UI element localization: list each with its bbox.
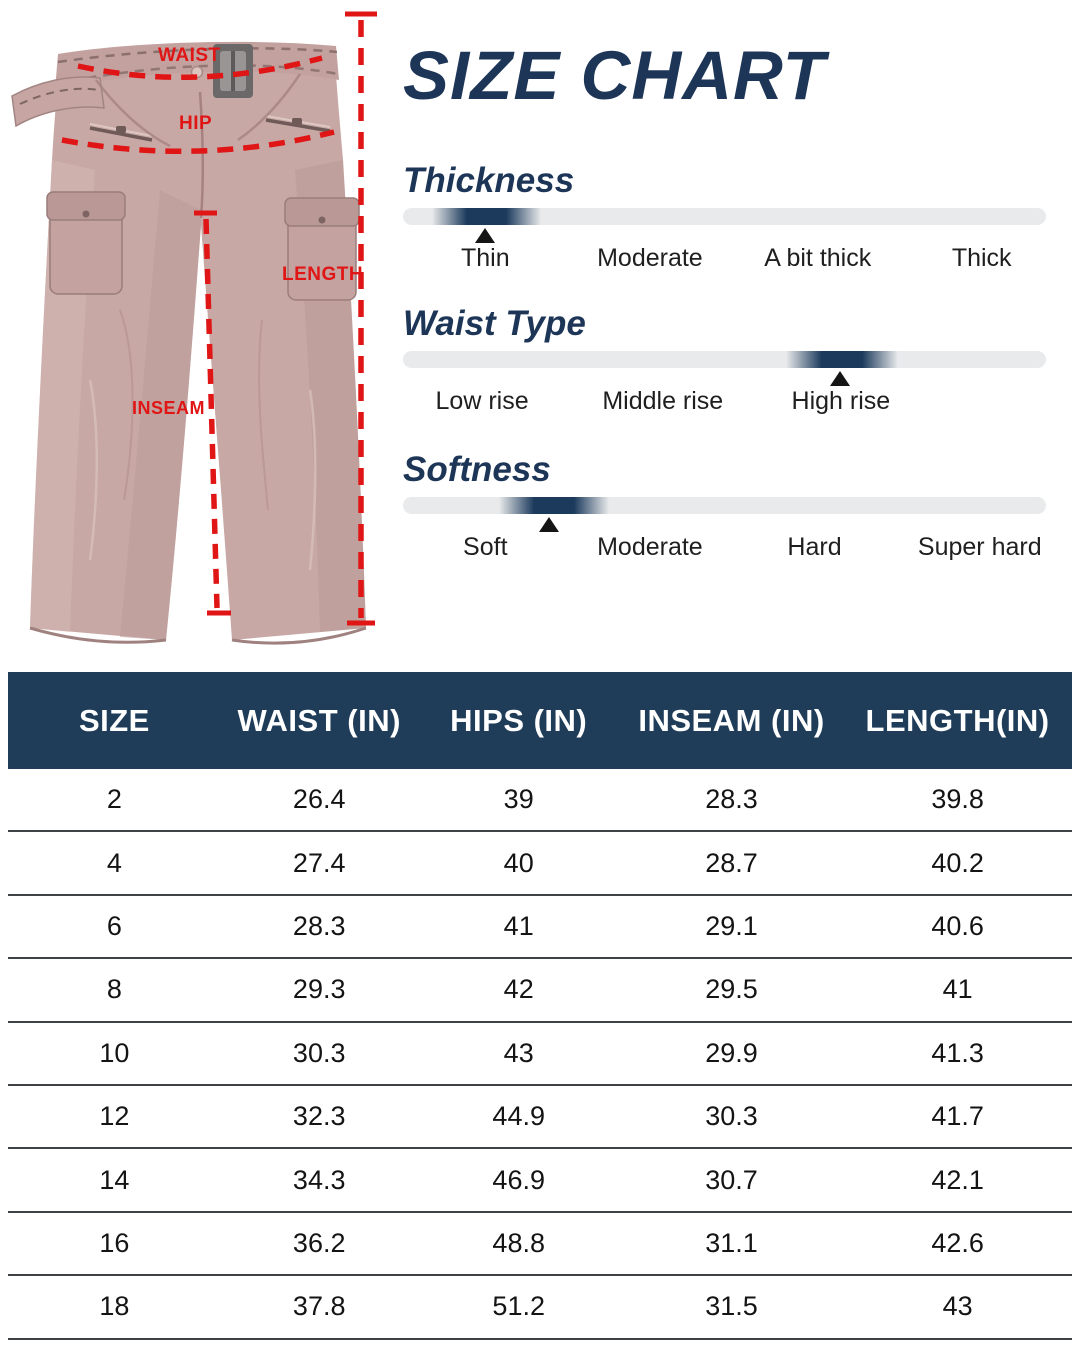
thickness-option-moderate: Moderate xyxy=(597,244,703,272)
softness-pointer-icon xyxy=(539,517,559,532)
table-cell: 27.4 xyxy=(292,847,346,878)
attributes-panel xyxy=(403,0,1046,672)
table-cell: 41.3 xyxy=(931,1037,984,1068)
table-row-size-12 xyxy=(8,1086,1072,1149)
thickness-heading: Thickness xyxy=(403,161,575,200)
table-cell: 41.7 xyxy=(931,1101,984,1132)
table-cell: 30.7 xyxy=(705,1164,758,1195)
table-cell: 48.8 xyxy=(492,1227,545,1258)
inseam-annotation-label: INSEAM xyxy=(132,398,206,418)
table-cell: 28.3 xyxy=(292,910,346,941)
softness-heading: Softness xyxy=(403,450,551,489)
pants-illustration xyxy=(0,0,398,665)
waist-type-scale xyxy=(403,303,1046,417)
table-cell: 39 xyxy=(503,784,534,815)
table-cell: 28.3 xyxy=(705,784,758,815)
thickness-pointer-icon xyxy=(475,228,495,243)
thickness-segment xyxy=(432,208,541,225)
table-cell: 14 xyxy=(99,1164,130,1195)
waist-type-bar xyxy=(403,351,1046,368)
table-row-size-2 xyxy=(8,769,1072,832)
softness-segment xyxy=(499,497,608,514)
softness-option-soft: Soft xyxy=(463,533,508,561)
table-cell: 30.3 xyxy=(705,1101,758,1132)
table-cell: 31.1 xyxy=(705,1227,758,1258)
table-cell: 28.7 xyxy=(705,847,758,878)
softness-option-hard: Hard xyxy=(787,533,842,561)
thickness-option-thin: Thin xyxy=(460,244,510,272)
waist-type-option-low-rise: Low rise xyxy=(435,387,529,415)
softness-scale xyxy=(403,449,1046,563)
waist-type-segment xyxy=(786,351,899,368)
table-row-size-4 xyxy=(8,832,1072,895)
table-cell: 40 xyxy=(503,847,534,878)
size-table-header xyxy=(8,672,1072,769)
thickness-bar xyxy=(403,208,1046,225)
table-cell: 10 xyxy=(99,1037,130,1068)
table-row-size-16 xyxy=(8,1213,1072,1276)
table-cell: 29.1 xyxy=(705,910,758,941)
table-cell: 37.8 xyxy=(292,1291,346,1322)
header-waist: WAIST (IN) xyxy=(237,702,401,738)
header-size: SIZE xyxy=(78,702,150,738)
table-cell: 29.3 xyxy=(292,974,346,1005)
length-annotation-label: LENGTH xyxy=(282,264,364,285)
table-cell: 42 xyxy=(503,974,534,1005)
waist-type-option-middle-rise: Middle rise xyxy=(602,387,724,415)
header-inseam: INSEAM (IN) xyxy=(638,702,825,738)
table-cell: 44.9 xyxy=(492,1101,545,1132)
table-cell: 8 xyxy=(106,974,122,1005)
hip-annotation-label: HIP xyxy=(179,113,213,134)
table-cell: 39.8 xyxy=(931,784,984,815)
table-cell: 4 xyxy=(106,847,122,878)
table-cell: 26.4 xyxy=(292,784,346,815)
table-cell: 16 xyxy=(99,1227,130,1258)
table-cell: 41 xyxy=(942,974,973,1005)
pants-measurement-figure xyxy=(0,0,398,665)
table-cell: 32.3 xyxy=(292,1101,346,1132)
table-cell: 42.6 xyxy=(931,1227,984,1258)
waist-type-option-high-rise: High rise xyxy=(791,387,891,415)
thickness-scale xyxy=(403,160,1046,274)
size-table xyxy=(8,672,1072,1340)
table-cell: 36.2 xyxy=(292,1227,346,1258)
header-length: LENGTH(IN) xyxy=(865,702,1050,738)
table-cell: 34.3 xyxy=(292,1164,346,1195)
table-row-size-18 xyxy=(8,1276,1072,1339)
table-cell: 31.5 xyxy=(705,1291,758,1322)
waist-type-heading: Waist Type xyxy=(403,304,586,343)
table-cell: 40.2 xyxy=(931,847,984,878)
table-row-size-10 xyxy=(8,1023,1072,1086)
page-title: SIZE CHART xyxy=(403,37,826,114)
table-cell: 2 xyxy=(106,784,122,815)
thickness-option-a-bit-thick: A bit thick xyxy=(764,244,872,272)
table-row-size-14 xyxy=(8,1149,1072,1212)
table-cell: 29.5 xyxy=(705,974,758,1005)
table-row-size-8 xyxy=(8,959,1072,1022)
thickness-option-thick: Thick xyxy=(951,244,1012,272)
table-row-size-6 xyxy=(8,896,1072,959)
table-cell: 43 xyxy=(503,1037,534,1068)
table-cell: 51.2 xyxy=(492,1291,545,1322)
table-cell: 29.9 xyxy=(705,1037,758,1068)
table-cell: 18 xyxy=(99,1291,130,1322)
table-cell: 6 xyxy=(106,910,122,941)
softness-option-super-hard: Super hard xyxy=(917,533,1042,561)
waist-annotation-label: WAIST xyxy=(158,45,221,66)
softness-option-moderate: Moderate xyxy=(597,533,703,561)
table-cell: 30.3 xyxy=(292,1037,346,1068)
table-cell: 40.6 xyxy=(931,910,984,941)
table-cell: 46.9 xyxy=(492,1164,545,1195)
size-table-body xyxy=(8,769,1072,1340)
header-hips: HIPS (IN) xyxy=(450,702,588,738)
table-cell: 41 xyxy=(503,910,534,941)
table-cell: 12 xyxy=(99,1101,130,1132)
waist-type-pointer-icon xyxy=(830,371,850,386)
softness-bar xyxy=(403,497,1046,514)
table-cell: 42.1 xyxy=(931,1164,984,1195)
table-cell: 43 xyxy=(942,1291,973,1322)
